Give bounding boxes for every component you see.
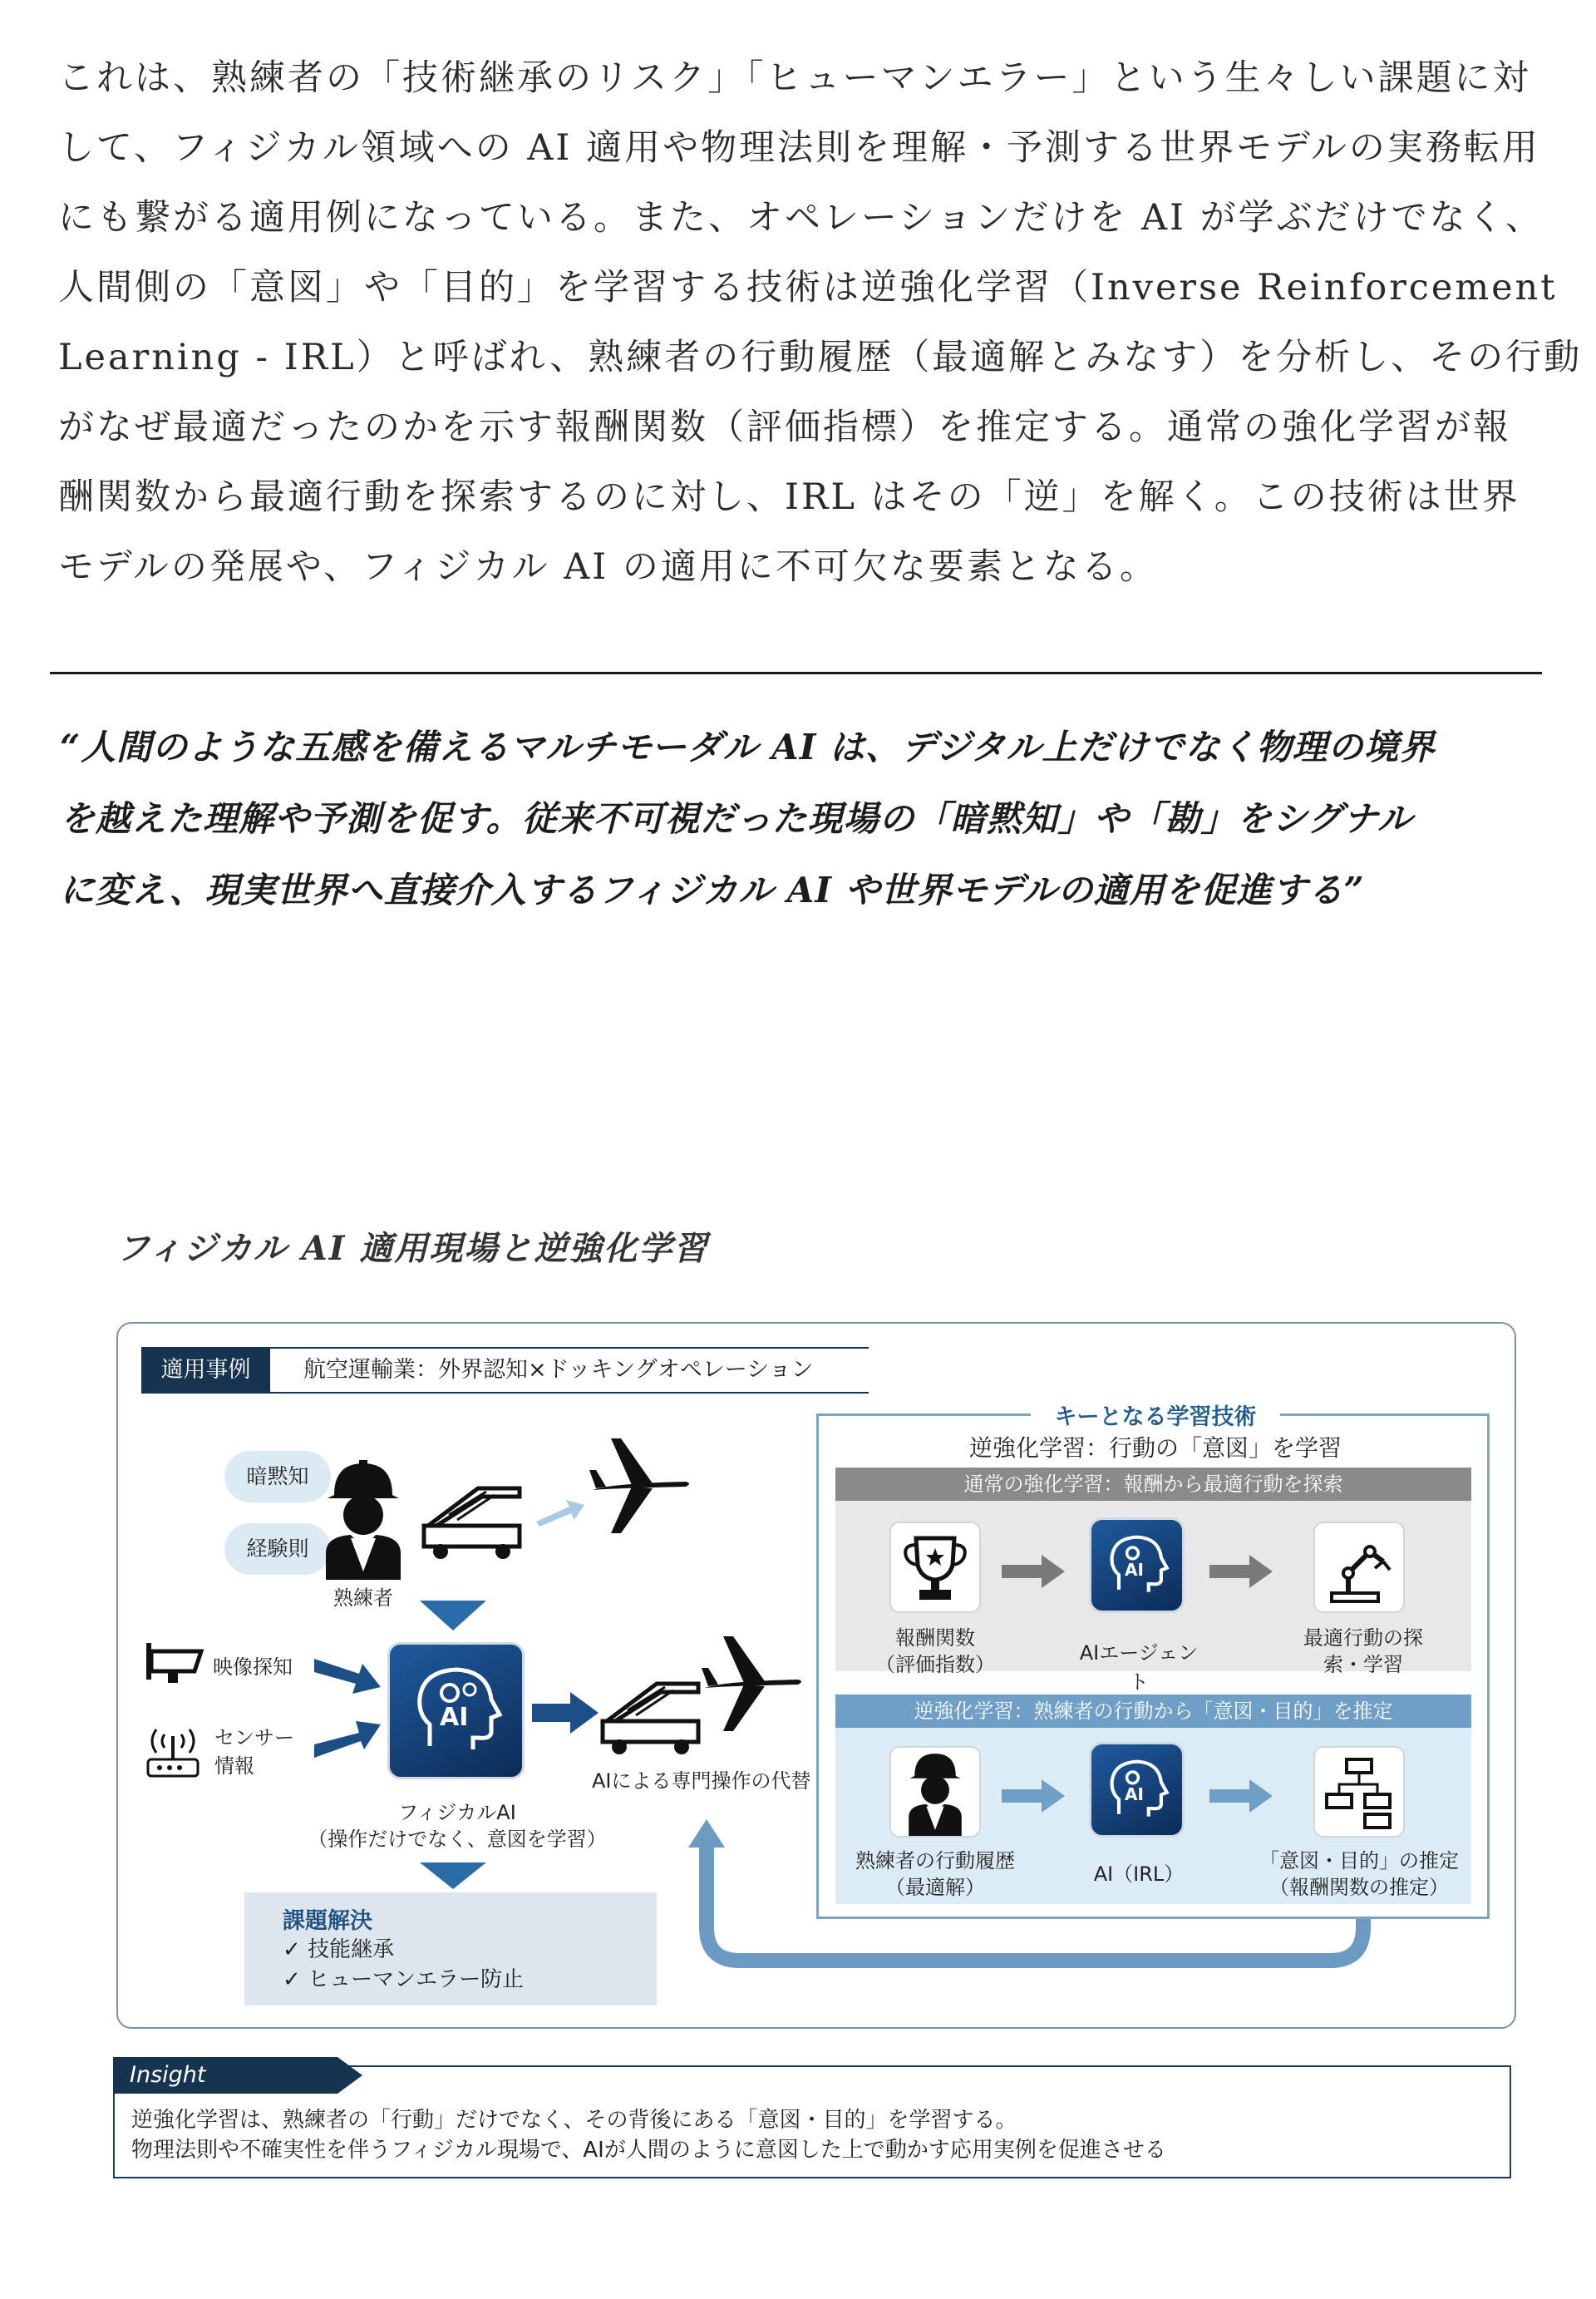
check-icon: ✓ (283, 1937, 301, 1962)
insight-line: 物理法則や不確実性を伴うフィジカル現場で、AIが人間のように意図した上で動かす応用実例を促進させる (131, 2138, 1166, 2163)
case-tag: 適用事例 (141, 1347, 270, 1394)
physical-ai-label-2: （操作だけでなく、意図を学習） (308, 1828, 607, 1851)
paragraph-line: Learning - IRL）と呼ばれ、熟練者の行動履歴（最適解とみなす）を分析し、その行動 (58, 337, 1583, 378)
replace-label: AIによる専門操作の代替 (592, 1769, 811, 1793)
normal-item-label: 報酬関数 (895, 1626, 975, 1650)
blue-arrow-icon (1002, 1779, 1065, 1813)
pull-quote (60, 712, 1548, 926)
key-tech-subtitle: 逆強化学習：行動の「意図」を学習 (968, 1434, 1342, 1462)
ai-agent-icon (1089, 1517, 1185, 1613)
insight-line: 逆強化学習は、熟練者の「行動」だけでなく、その背後にある「意図・目的」を学習する。 (131, 2108, 1017, 2133)
irl-item-label: （報酬関数の推定） (1269, 1876, 1449, 1899)
case-text: 航空運輸業：外界認知×ドッキングオペレーション (270, 1347, 869, 1394)
normal-item-label: 最適行動の探 (1303, 1626, 1423, 1650)
irl-item-label: 熟練者の行動履歴 (855, 1849, 1015, 1872)
down-arrow-icon (420, 1862, 486, 1892)
insight-text (131, 2105, 1166, 2165)
section-divider (50, 672, 1542, 674)
paragraph-line: して、フィジカル領域への AI 適用や物理法則を理解・予測する世界モデルの実務転用 (58, 127, 1540, 169)
quote-line: を越えた理解や予測を促す。従来不可視だった現場の「暗黙知」や「勘」をシグナル (60, 798, 1413, 839)
check-icon: ✓ (283, 1967, 301, 1992)
paragraph-line: 酬関数から最適行動を探索するのに対し、IRL はその「逆」を解く。この技術は世界 (58, 476, 1520, 518)
paragraph-line: 人間側の「意図」や「目的」を学習する技術は逆強化学習（Inverse Reinforcement (58, 267, 1558, 308)
insight-tag-label: Insight (130, 2062, 206, 2088)
key-tech-title: キーとなる学習技術 (1031, 1399, 1280, 1431)
ai-logo-text: AI (1125, 1560, 1144, 1580)
solution-item: ✓ 技能継承 (283, 1937, 395, 1962)
bubble-tacit-knowledge: 暗黙知 (224, 1451, 331, 1502)
ai-irl-icon (1089, 1742, 1185, 1838)
irl-item-label: 「意図・目的」の推定 (1259, 1849, 1459, 1872)
hierarchy-icon (1313, 1746, 1405, 1838)
motion-arrow-icon (536, 1497, 586, 1530)
normal-item-label: 索・学習 (1323, 1653, 1403, 1676)
irl-header: 逆強化学習：熟練者の行動から「意図・目的」を推定 (835, 1695, 1471, 1728)
paragraph-line: これは、熟練者の「技術継承のリスク」「ヒューマンエラー」という生々しい課題に対 (58, 57, 1531, 99)
irl-item-label: AI（IRL） (1093, 1862, 1185, 1886)
physical-ai-label-1: フィジカルAI (398, 1801, 516, 1824)
paragraph-line: がなぜ最適だったのかを示す報酬関数（評価指標）を推定する。通常の強化学習が報 (58, 407, 1511, 448)
right-arrow-icon (532, 1692, 598, 1734)
quote-line: “人間のような五感を備えるマルチモーダル AI は、デジタル上だけでなく物理の境界 (60, 727, 1436, 767)
quote-line: に変え、現実世界へ直接介入するフィジカル AI や世界モデルの適用を促進する” (60, 870, 1365, 910)
gray-arrow-icon (1002, 1555, 1065, 1588)
physical-ai-logo (387, 1642, 525, 1779)
stair-truck-icon (420, 1480, 528, 1563)
airplane-icon (586, 1432, 694, 1540)
sensor-icon (140, 1721, 206, 1781)
normal-rl-header: 通常の強化学習：報酬から最適行動を探索 (835, 1468, 1471, 1501)
gray-arrow-icon (1209, 1555, 1273, 1588)
trophy-icon (889, 1522, 981, 1613)
input-arrow-icon (314, 1711, 382, 1761)
normal-item-label: AIエージェント (1079, 1641, 1199, 1694)
input-arrow-icon (314, 1650, 382, 1700)
paragraph-line: にも繋がる適用例になっている。また、オペレーションだけを AI が学ぶだけでなく、 (58, 197, 1544, 239)
stair-truck-icon (598, 1675, 707, 1759)
body-paragraph (58, 43, 1583, 602)
normal-item-label: （評価指数） (875, 1653, 995, 1676)
sensor-video-label: 映像探知 (213, 1655, 293, 1679)
insight-tag (113, 2057, 362, 2094)
worker-icon (318, 1455, 409, 1580)
irl-item-label: （最適解） (885, 1876, 985, 1899)
solution-item: ✓ ヒューマンエラー防止 (283, 1967, 525, 1992)
down-arrow-icon (420, 1601, 486, 1634)
solution-title: 課題解決 (283, 1908, 372, 1934)
bubble-experience: 経験則 (224, 1523, 331, 1575)
ai-logo-text: AI (440, 1703, 469, 1732)
airplane-icon (698, 1630, 806, 1738)
blue-arrow-icon (1209, 1779, 1273, 1813)
camera-icon (143, 1640, 209, 1690)
paragraph-line: モデルの発展や、フィジカル AI の適用に不可欠な要素となる。 (58, 546, 1158, 588)
worker-label: 熟練者 (333, 1586, 393, 1610)
ai-logo-text: AI (1125, 1784, 1144, 1804)
figure-title: フィジカル AI 適用現場と逆強化学習 (116, 1229, 709, 1268)
sensor-info-label-2: 情報 (214, 1754, 254, 1778)
sensor-info-label-1: センサー (214, 1726, 294, 1749)
robot-arm-icon (1313, 1522, 1405, 1613)
worker-icon (889, 1746, 981, 1838)
